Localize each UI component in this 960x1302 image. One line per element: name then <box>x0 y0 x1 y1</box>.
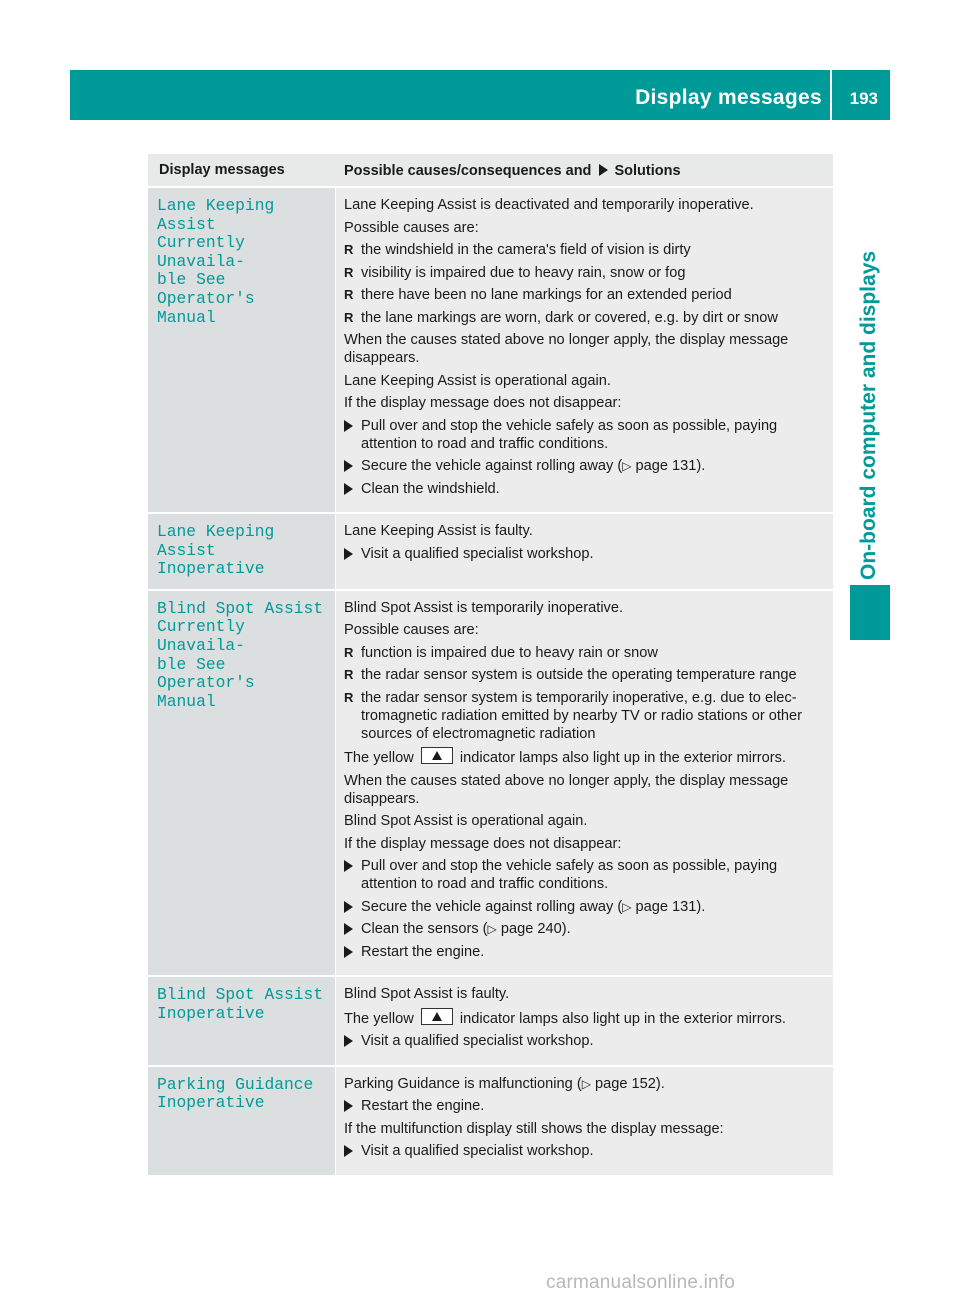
paragraph <box>344 812 827 830</box>
display-message-text: Parking Guidance Inoperative <box>148 1067 336 1175</box>
action-step <box>344 1097 827 1115</box>
display-message-text: Lane Keeping Assist Inoperative <box>148 514 336 589</box>
line-text: Secure the vehicle against rolling away ( <box>361 458 623 474</box>
line-text: the lane markings are worn, dark or covered, e.g. by dirt or snow <box>361 309 778 326</box>
cause-bullet <box>344 644 827 662</box>
paragraph <box>344 747 827 767</box>
line-text-after: indicator lamps also light up in the exterior mirrors. <box>459 750 786 767</box>
bullet-r-icon: R <box>344 242 354 257</box>
paragraph <box>344 621 827 639</box>
triangle-right-icon <box>344 1145 353 1157</box>
page-reference-link[interactable]: page 131 <box>635 898 697 915</box>
triangle-right-icon <box>344 548 353 560</box>
bullet-r-icon: R <box>344 644 354 660</box>
paragraph <box>344 522 827 540</box>
causes-solutions-cell <box>336 1067 833 1175</box>
triangle-ref-icon: ▷ <box>487 922 497 937</box>
triangle-ref-icon: ▷ <box>622 459 632 473</box>
table-header <box>148 154 833 188</box>
action-marker <box>344 1142 353 1162</box>
paragraph <box>344 1075 827 1093</box>
line-text: Possible causes are: <box>344 622 479 639</box>
triangle-right-icon <box>344 901 353 913</box>
triangle-right-icon <box>344 483 353 495</box>
line-text: the radar sensor system is temporarily inoperative, e.g. due to electromagnetic radiation emitted by nearby TV or radio stations or other sources of electromagnetic radiation <box>361 689 803 742</box>
action-step <box>344 920 827 938</box>
triangle-right-icon <box>599 164 608 176</box>
line-text: Clean the windshield. <box>361 480 500 497</box>
line-text: Visit a qualified specialist workshop. <box>361 545 594 562</box>
line-text: If the display message does not disappear: <box>344 835 622 852</box>
line-text: When the causes stated above no longer apply, the display message disappears. <box>344 772 789 807</box>
bullet-r-icon: R <box>344 309 354 325</box>
bullet-r-icon: R <box>344 264 354 280</box>
cause-bullet <box>344 286 827 304</box>
line-text-after: ). <box>696 458 706 474</box>
triangle-ref-icon: ▷ <box>581 1076 591 1091</box>
paragraph <box>344 599 827 617</box>
line-text: Visit a qualified specialist workshop. <box>361 1143 594 1160</box>
paragraph <box>344 331 827 367</box>
table-body <box>148 188 833 1177</box>
triangle-right-icon <box>344 420 353 432</box>
display-messages-table <box>148 154 833 1177</box>
line-text: Lane Keeping Assist is faulty. <box>344 523 533 539</box>
side-tab-marker <box>850 585 890 640</box>
action-marker <box>344 857 353 877</box>
line-text-after: ). <box>655 1075 665 1092</box>
paragraph <box>344 835 827 853</box>
action-step <box>344 857 827 893</box>
line-text: Secure the vehicle against rolling away ( <box>361 898 623 915</box>
cause-bullet <box>344 241 827 259</box>
line-text: Pull over and stop the vehicle safely as soon as possible, paying attention to road and traffic conditions. <box>361 858 778 893</box>
header-divider <box>830 70 832 120</box>
line-text: Blind Spot Assist is operational again. <box>344 813 588 830</box>
causes-solutions-cell <box>336 591 833 976</box>
display-message-text: Blind Spot Assist Inoperative <box>148 977 336 1065</box>
line-text-after: ). <box>561 921 571 938</box>
page-title: Display messages <box>635 86 822 109</box>
triangle-ref-icon: ▷ <box>622 899 632 914</box>
causes-solutions-cell <box>336 977 833 1065</box>
line-text: Blind Spot Assist is temporarily inoperative. <box>344 599 624 616</box>
line-text-after: ). <box>696 898 706 915</box>
action-step <box>344 545 827 563</box>
triangle-right-icon <box>344 860 353 872</box>
action-marker <box>344 1097 353 1117</box>
line-text: the windshield in the camera's field of vision is dirty <box>361 242 691 258</box>
page-number: 193 <box>849 89 878 108</box>
line-text: If the multifunction display still shows the display message: <box>344 1120 724 1137</box>
action-marker <box>344 898 353 918</box>
triangle-right-icon <box>344 1100 353 1112</box>
table-row <box>148 591 833 978</box>
paragraph <box>344 985 827 1003</box>
cause-bullet <box>344 689 827 743</box>
header-bar <box>70 70 890 120</box>
line-text-after: indicator lamps also light up in the exterior mirrors. <box>459 1010 786 1027</box>
line-text: Lane Keeping Assist is operational again. <box>344 372 611 389</box>
bullet-r-icon: R <box>344 689 354 705</box>
display-message-text: Blind Spot Assist Currently Unavaila‐ ble See Operator's Manual <box>148 591 336 976</box>
line-text: The yellow <box>344 1010 414 1027</box>
triangle-right-icon <box>344 946 353 958</box>
action-step <box>344 457 827 475</box>
col2-header <box>336 154 833 186</box>
col2-header-after: Solutions <box>614 163 681 179</box>
cause-bullet <box>344 264 827 282</box>
display-message-text: Lane Keeping Assist Currently Unavaila‐ ble See Operator's Manual <box>148 188 336 512</box>
action-marker <box>344 1032 353 1052</box>
col1-header: Display messages <box>159 162 285 178</box>
action-step <box>344 417 827 453</box>
table-row <box>148 1067 833 1177</box>
line-text: When the causes stated above no longer apply, the display message disappears. <box>344 332 789 366</box>
line-text: visibility is impaired due to heavy rain, snow or fog <box>361 264 686 281</box>
paragraph <box>344 219 827 237</box>
col2-header-before: Possible causes/consequences and <box>344 163 592 179</box>
line-text: Clean the sensors ( <box>361 921 488 938</box>
action-marker <box>344 480 353 500</box>
line-text: If the display message does not disappear: <box>344 395 622 411</box>
line-text: Possible causes are: <box>344 219 479 236</box>
paragraph <box>344 1120 827 1138</box>
line-text: function is impaired due to heavy rain or snow <box>361 644 658 661</box>
page-reference-link[interactable]: page 131 <box>635 458 697 474</box>
page-reference-link[interactable]: page 240 <box>500 921 562 938</box>
paragraph <box>344 1008 827 1028</box>
causes-solutions-cell <box>336 514 833 589</box>
line-text: Restart the engine. <box>361 1098 485 1115</box>
cause-bullet <box>344 666 827 684</box>
paragraph <box>344 394 827 412</box>
line-text: Restart the engine. <box>361 943 485 960</box>
triangle-right-icon <box>344 1035 353 1047</box>
line-text: Blind Spot Assist is faulty. <box>344 986 510 1003</box>
causes-solutions-cell <box>336 188 833 512</box>
action-marker <box>344 417 353 437</box>
action-step <box>344 480 827 498</box>
paragraph <box>344 772 827 808</box>
triangle-right-icon <box>344 923 353 935</box>
page-reference-link[interactable]: page 152 <box>594 1075 656 1092</box>
action-step <box>344 943 827 961</box>
action-marker <box>344 457 353 477</box>
action-marker <box>344 920 353 940</box>
line-text: Lane Keeping Assist is deactivated and temporarily inoperative. <box>344 197 754 213</box>
action-step <box>344 1032 827 1050</box>
line-text: Pull over and stop the vehicle safely as soon as possible, paying attention to road and traffic conditions. <box>361 417 778 452</box>
paragraph <box>344 196 827 214</box>
action-marker <box>344 545 353 565</box>
table-row <box>148 977 833 1067</box>
bullet-r-icon: R <box>344 667 354 683</box>
triangle-right-icon <box>344 460 353 472</box>
line-text: there have been no lane markings for an extended period <box>361 287 732 303</box>
table-row <box>148 188 833 514</box>
action-step <box>344 1142 827 1160</box>
bullet-r-icon: R <box>344 287 354 302</box>
action-marker <box>344 943 353 963</box>
blind-spot-warning-icon <box>421 747 453 764</box>
table-row <box>148 514 833 591</box>
cause-bullet <box>344 309 827 327</box>
side-tab-label: On-board computer and displays <box>857 250 880 580</box>
line-text: Parking Guidance is malfunctioning ( <box>344 1075 582 1092</box>
action-step <box>344 898 827 916</box>
line-text: the radar sensor system is outside the operating temperature range <box>361 667 797 684</box>
line-text: Visit a qualified specialist workshop. <box>361 1033 594 1050</box>
watermark: carmanualsonline.info <box>546 1272 736 1293</box>
line-text: The yellow <box>344 750 414 767</box>
paragraph <box>344 372 827 390</box>
blind-spot-warning-icon <box>421 1008 453 1025</box>
